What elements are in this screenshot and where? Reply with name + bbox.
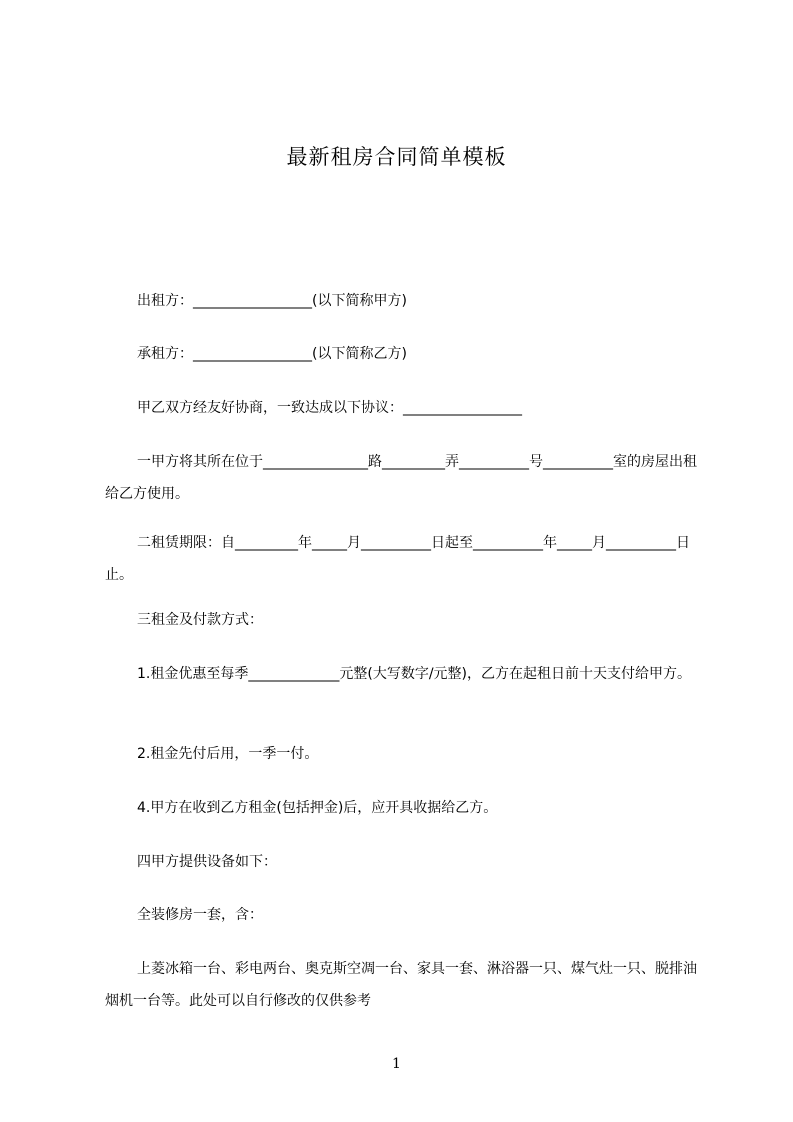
clause-3-item-1: 1.租金优惠至每季_____________元整(大写数字/元整)，乙方在起租日前十天支付给甲方。 bbox=[137, 666, 691, 682]
lessor-line: 出租方：_________________(以下简称甲方) bbox=[137, 293, 407, 309]
clause-3-heading: 三租金及付款方式： bbox=[137, 612, 263, 628]
lessee-line: 承租方：_________________(以下简称乙方) bbox=[137, 346, 407, 362]
page-number: 1 bbox=[392, 1056, 401, 1072]
clause-1-premises: 一甲方将其所在位于_______________路_________弄__________号__________室的房屋出租给乙方使用。 bbox=[105, 454, 697, 502]
clause-3-item-2: 2.租金先付后用，一季一付。 bbox=[137, 746, 319, 762]
clause-4-furnished: 全装修房一套，含： bbox=[137, 907, 263, 923]
document-title: 最新租房合同简单模板 bbox=[286, 145, 507, 169]
agreement-intro: 甲乙双方经友好协商，一致达成以下协议：_________________ bbox=[137, 400, 522, 416]
clause-2-term: 二租赁期限：自_________年_____月__________日起至__________年_____月__________日止。 bbox=[105, 535, 690, 583]
clause-3-item-4: 4.甲方在收到乙方租金(包括押金)后，应开具收据给乙方。 bbox=[137, 800, 498, 816]
clause-4-heading: 四甲方提供设备如下： bbox=[137, 854, 277, 870]
clause-4-equipment-list: 上菱冰箱一台、彩电两台、奥克斯空凋一台、家具一套、淋浴器一只、煤气灶一只、脱排油烟机一台等。此处可以自行修改的仅供参考 bbox=[105, 961, 697, 1009]
